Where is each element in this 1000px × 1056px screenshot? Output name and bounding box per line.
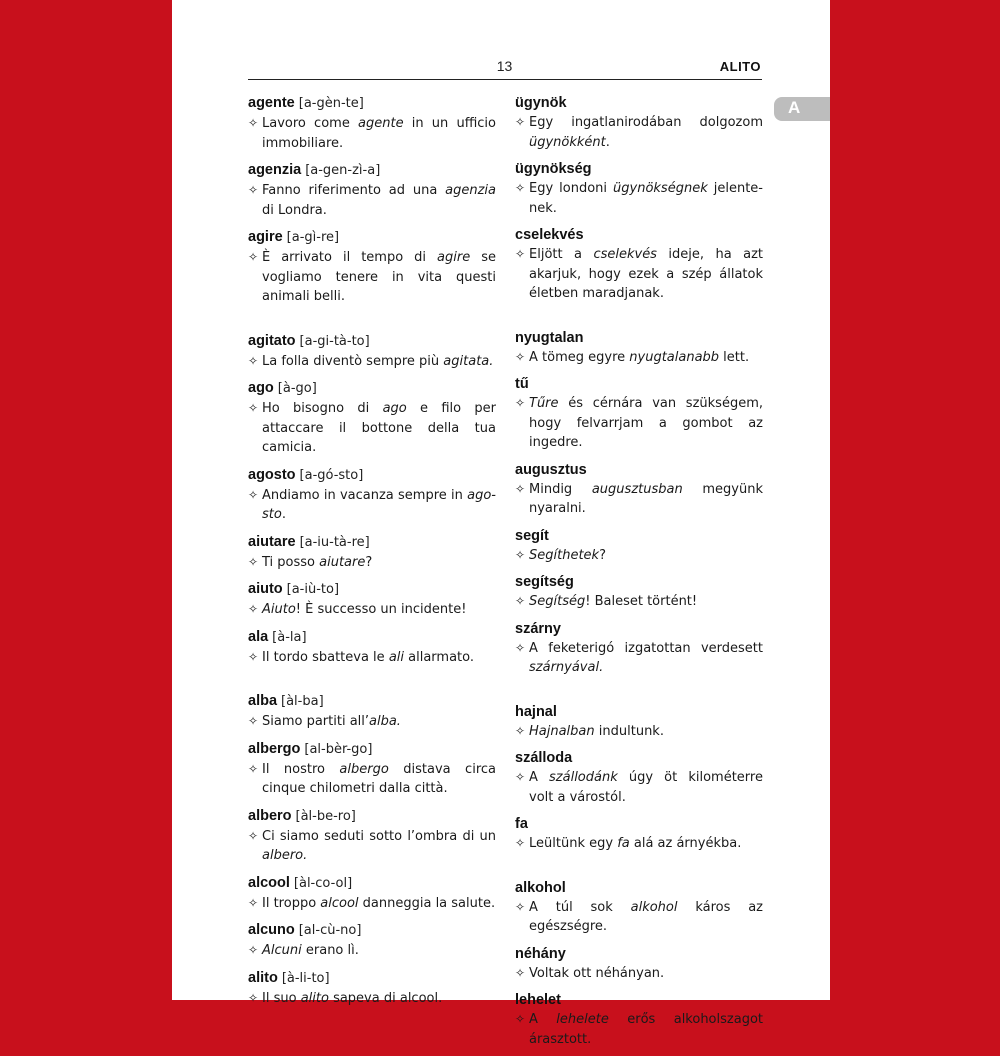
sparkle-bullet-icon: ✧ — [248, 116, 259, 130]
headword: alcool — [248, 874, 290, 891]
sparkle-bullet-icon: ✧ — [515, 965, 526, 980]
headword: segítség — [515, 574, 574, 590]
headword-line — [515, 328, 763, 348]
example-highlight: Aiuto — [262, 602, 296, 617]
example-text: . — [281, 507, 286, 522]
example-sentence — [515, 546, 763, 566]
headword: agitato — [248, 332, 296, 349]
example-highlight: Alcuni — [262, 943, 302, 958]
example-sentence — [248, 399, 496, 458]
italian-entry — [248, 579, 496, 620]
headword: nyugtalan — [515, 329, 584, 346]
headword: lehelet — [515, 992, 561, 1008]
headword-line — [515, 748, 763, 768]
hungarian-entry — [515, 328, 763, 368]
example-text: erano lì. — [301, 943, 359, 958]
headword: agenzia — [248, 162, 302, 178]
example-highlight: alba. — [369, 714, 401, 729]
headword-line — [248, 806, 496, 827]
example-text: A túl sok — [529, 899, 631, 915]
example-highlight: alkohol — [630, 899, 678, 915]
example-text: ? — [365, 554, 373, 570]
headword-line — [248, 579, 496, 600]
thumb-index-tab — [774, 97, 830, 121]
headword: aiutare — [248, 533, 296, 550]
example-highlight: cselekvés — [593, 247, 657, 262]
example-text: distava circa cinque chilometri dalla città. — [262, 761, 496, 796]
example-text: Voltak ott néhányan. — [529, 965, 665, 981]
example-highlight: ügynökként — [529, 134, 606, 150]
example-text: indultunk. — [594, 723, 664, 739]
headword-line — [248, 873, 496, 894]
sparkle-bullet-icon: ✧ — [248, 828, 259, 843]
headword-line — [515, 225, 763, 245]
pronunciation: [a-gen-zì-a] — [305, 163, 381, 178]
italian-entry — [248, 93, 496, 153]
page-header — [248, 58, 761, 78]
pronunciation: [a-iù-to] — [286, 582, 340, 597]
italian-column — [248, 93, 496, 1015]
example-text: Lavoro come — [262, 116, 359, 131]
example-sentence — [248, 181, 496, 220]
example-highlight: fa — [617, 836, 630, 851]
example-highlight: albero. — [262, 848, 308, 863]
pronunciation: [a-iu-tà-re] — [299, 534, 370, 550]
pronunciation: [a-gèn-te] — [298, 96, 364, 111]
italian-entry — [248, 627, 496, 668]
headword-line — [515, 374, 763, 394]
example-text: ideje, ha azt akarjuk, hogy ezek a szép állatok életben maradjanak. — [529, 247, 763, 301]
headword-line — [248, 160, 496, 181]
headword: alkohol — [515, 879, 566, 896]
sparkle-bullet-icon: ✧ — [515, 836, 526, 850]
hungarian-entry — [515, 572, 763, 612]
example-text: Il tordo sbatteva le — [262, 649, 389, 665]
sparkle-bullet-icon: ✧ — [248, 649, 259, 664]
headword: hajnal — [515, 703, 557, 720]
headword-line — [248, 227, 496, 248]
headword-line — [248, 627, 496, 648]
example-text: lett. — [719, 349, 750, 365]
example-text: Ho bisogno di — [262, 401, 383, 416]
sparkle-bullet-icon: ✧ — [515, 349, 526, 364]
headword-line — [515, 878, 763, 898]
example-text: káros az egészségre. — [529, 899, 763, 934]
headword: albergo — [248, 740, 301, 757]
example-highlight: szállodánk — [549, 770, 618, 785]
headword-line — [248, 920, 496, 941]
pronunciation: [àl-co-ol] — [293, 875, 353, 891]
headword: albero — [248, 807, 292, 824]
example-text: Egy londoni — [529, 181, 614, 196]
headword-line — [248, 968, 496, 989]
pronunciation: [al-cù-no] — [298, 923, 362, 938]
headword: szárny — [515, 620, 561, 637]
headword-line — [515, 702, 763, 722]
italian-entry — [248, 968, 496, 1009]
italian-entry — [248, 331, 496, 372]
example-sentence — [248, 248, 496, 307]
example-text: La folla diventò sempre più — [262, 353, 444, 369]
example-sentence — [248, 827, 496, 866]
example-text: se vogliamo tenere in vita questi animali belli. — [262, 250, 496, 304]
example-sentence — [515, 592, 763, 612]
pronunciation: [a-gó-sto] — [299, 467, 364, 483]
hungarian-entry — [515, 526, 763, 566]
italian-entry — [248, 920, 496, 961]
example-text: Mindig — [529, 481, 592, 497]
example-highlight: agitata. — [443, 353, 494, 369]
headword-line — [248, 93, 496, 114]
example-highlight: aiutare — [319, 554, 366, 570]
example-text: di Londra. — [262, 202, 327, 218]
headword: alba — [248, 693, 278, 709]
sparkle-bullet-icon: ✧ — [515, 181, 526, 195]
example-highlight: nyugtalanabb — [629, 349, 720, 365]
headword: néhány — [515, 945, 566, 962]
headword-line — [248, 532, 496, 553]
example-text: megyünk nyaralni. — [529, 481, 763, 516]
hungarian-column — [515, 93, 763, 1056]
sparkle-bullet-icon: ✧ — [515, 770, 526, 784]
example-highlight: albergo — [339, 761, 389, 777]
example-highlight: Segíthetek — [529, 547, 600, 563]
example-sentence — [515, 113, 763, 152]
example-text: allarmato. — [404, 649, 475, 665]
example-highlight: Segítség — [529, 594, 586, 609]
example-highlight: Hajnalban — [529, 723, 595, 739]
example-text: in un ufficio immobiliare. — [262, 116, 496, 151]
headword: fa — [515, 816, 528, 832]
example-highlight: agire — [437, 250, 471, 265]
page-number: 13 — [496, 58, 513, 74]
sparkle-bullet-icon: ✧ — [515, 723, 526, 738]
hungarian-entry — [515, 460, 763, 519]
example-sentence — [515, 348, 763, 368]
example-sentence — [248, 648, 496, 668]
sparkle-bullet-icon: ✧ — [248, 990, 259, 1005]
pronunciation: [a-gì-re] — [286, 230, 340, 245]
pronunciation: [à-go] — [277, 381, 317, 396]
hungarian-entry — [515, 225, 763, 304]
sparkle-bullet-icon: ✧ — [515, 115, 526, 129]
sparkle-bullet-icon: ✧ — [248, 353, 259, 368]
example-sentence — [515, 964, 763, 984]
headword: szálloda — [515, 750, 573, 766]
hungarian-entry — [515, 702, 763, 742]
example-highlight: agente — [358, 116, 404, 131]
sparkle-bullet-icon: ✧ — [248, 761, 259, 776]
hungarian-entry — [515, 374, 763, 453]
hungarian-entry — [515, 944, 763, 984]
italian-entry — [248, 465, 496, 525]
hungarian-entry — [515, 159, 763, 218]
example-highlight: ügynökségnek — [613, 181, 708, 196]
example-sentence — [248, 553, 496, 573]
italian-entry — [248, 378, 496, 458]
example-highlight: lehelete — [556, 1012, 609, 1027]
headword-line — [248, 465, 496, 486]
sparkle-bullet-icon: ✧ — [515, 396, 526, 410]
example-sentence — [515, 834, 763, 854]
headword-line — [248, 691, 496, 712]
example-sentence — [515, 245, 763, 304]
example-highlight: ago — [382, 401, 407, 416]
example-sentence — [248, 486, 496, 525]
example-text: ! Baleset történt! — [585, 594, 698, 609]
example-sentence — [515, 179, 763, 218]
hungarian-entry — [515, 990, 763, 1049]
italian-entry — [248, 227, 496, 307]
pronunciation: [a-gi-tà-to] — [299, 333, 370, 349]
headword: agosto — [248, 466, 296, 483]
sparkle-bullet-icon: ✧ — [248, 401, 259, 415]
example-text: Il nostro — [262, 761, 340, 777]
sparkle-bullet-icon: ✧ — [248, 895, 259, 910]
headword-line — [515, 159, 763, 179]
example-text: . — [605, 134, 610, 150]
example-sentence — [515, 898, 763, 937]
example-sentence — [248, 941, 496, 961]
example-text: úgy öt kilométerre volt a várostól. — [529, 770, 763, 805]
example-sentence — [515, 394, 763, 453]
example-sentence — [248, 600, 496, 620]
headword-line — [515, 944, 763, 964]
example-sentence — [248, 712, 496, 732]
example-sentence — [515, 1010, 763, 1049]
headword-line — [248, 378, 496, 399]
headword-line — [515, 460, 763, 480]
sparkle-bullet-icon: ✧ — [515, 1012, 526, 1026]
italian-entry — [248, 691, 496, 732]
headword: aiuto — [248, 581, 283, 597]
headword: ala — [248, 628, 269, 645]
example-highlight: alito — [300, 990, 329, 1006]
example-text: és cérnára van szükségem, hogy felvarrjam a gombot az ingedre. — [529, 396, 763, 450]
sparkle-bullet-icon: ✧ — [248, 487, 259, 502]
example-text: A tömeg egyre — [529, 349, 630, 365]
example-highlight: szárnyával. — [529, 660, 604, 675]
headword-line — [515, 619, 763, 639]
example-sentence — [248, 894, 496, 914]
example-sentence — [515, 480, 763, 519]
example-sentence — [248, 114, 496, 153]
pronunciation: [à-la] — [272, 629, 307, 645]
hungarian-entry — [515, 748, 763, 807]
example-text: A — [529, 1012, 557, 1027]
sparkle-bullet-icon: ✧ — [515, 481, 526, 496]
example-text: Eljött a — [529, 247, 594, 262]
hungarian-entry — [515, 619, 763, 678]
pronunciation: [àl-ba] — [281, 694, 324, 709]
example-highlight: agosto — [262, 487, 496, 522]
italian-entry — [248, 806, 496, 866]
italian-entry — [248, 160, 496, 220]
example-sentence — [248, 760, 496, 799]
sparkle-bullet-icon: ✧ — [248, 714, 259, 728]
sparkle-bullet-icon: ✧ — [248, 183, 259, 197]
sparkle-bullet-icon: ✧ — [248, 943, 259, 957]
headword-line — [515, 526, 763, 546]
headword: ügynök — [515, 95, 567, 111]
italian-entry — [248, 739, 496, 799]
headword-line — [515, 93, 763, 113]
headword-line — [515, 572, 763, 592]
sparkle-bullet-icon: ✧ — [515, 899, 526, 914]
example-text: sapeva di alcool. — [328, 990, 443, 1006]
headword-line — [515, 990, 763, 1010]
pronunciation: [àl-be-ro] — [295, 808, 356, 824]
example-text: Ti posso — [262, 554, 320, 570]
example-sentence — [515, 768, 763, 807]
sparkle-bullet-icon: ✧ — [515, 640, 526, 655]
headword-line — [248, 739, 496, 760]
headword: segít — [515, 527, 549, 544]
example-text: Il troppo — [262, 895, 321, 911]
headword-line — [515, 814, 763, 834]
example-sentence — [515, 722, 763, 742]
example-text: Il suo — [262, 990, 301, 1006]
headword-line — [248, 331, 496, 352]
example-text: erős alkoholszagot árasztott. — [529, 1012, 763, 1047]
thumb-index-letter: A — [788, 98, 801, 117]
example-highlight: augusztusban — [591, 481, 683, 497]
hungarian-entry — [515, 93, 763, 152]
example-text: Andiamo in vacanza sempre in — [262, 487, 468, 503]
example-text: ! È successo un incidente! — [295, 602, 467, 617]
example-highlight: agenzia — [445, 183, 496, 198]
pronunciation: [à-li-to] — [281, 970, 330, 986]
example-sentence — [515, 639, 763, 678]
example-text: Siamo partiti all’ — [262, 714, 370, 729]
headword: agente — [248, 95, 295, 111]
example-text: e filo per attaccare il bottone della tua camicia. — [262, 401, 497, 455]
sparkle-bullet-icon: ✧ — [248, 554, 259, 569]
example-text: A — [529, 770, 550, 785]
example-text: Egy ingatlanirodában dolgozom — [529, 115, 763, 130]
example-text: jelentenek. — [529, 181, 763, 216]
headword: alito — [248, 969, 278, 986]
example-text: alá az árnyékba. — [629, 836, 742, 851]
sparkle-bullet-icon: ✧ — [515, 594, 526, 608]
example-highlight: Tűre — [529, 396, 559, 411]
headword: cselekvés — [515, 227, 584, 243]
sparkle-bullet-icon: ✧ — [248, 250, 259, 264]
example-text: È arrivato il tempo di — [262, 250, 438, 265]
headword: ügynökség — [515, 161, 592, 177]
example-highlight: ali — [388, 649, 405, 665]
italian-entry — [248, 873, 496, 914]
example-text: danneggia la salute. — [358, 895, 496, 911]
example-text: Fanno riferimento ad una — [262, 183, 446, 198]
headword: ago — [248, 380, 274, 396]
example-text: ? — [599, 547, 606, 563]
example-text: Leültünk egy — [529, 836, 618, 851]
italian-entry — [248, 532, 496, 573]
pronunciation: [al-bèr-go] — [304, 741, 373, 757]
example-sentence — [248, 352, 496, 372]
dictionary-page — [172, 0, 830, 1047]
example-text: A feketerigó izgatottan verdesett — [529, 640, 763, 656]
example-highlight: alcool — [320, 895, 359, 911]
sparkle-bullet-icon: ✧ — [515, 247, 526, 261]
hungarian-entry — [515, 814, 763, 854]
hungarian-entry — [515, 878, 763, 937]
example-sentence — [248, 989, 496, 1009]
sparkle-bullet-icon: ✧ — [248, 602, 259, 616]
header-rule — [248, 79, 762, 80]
running-head: ALITO — [719, 59, 761, 74]
sparkle-bullet-icon: ✧ — [515, 547, 526, 562]
headword: agire — [248, 229, 283, 245]
example-text: Ci siamo seduti sotto l’ombra di un — [262, 828, 496, 844]
headword: tű — [515, 376, 529, 392]
headword: alcuno — [248, 922, 295, 938]
headword: augusztus — [515, 461, 587, 478]
